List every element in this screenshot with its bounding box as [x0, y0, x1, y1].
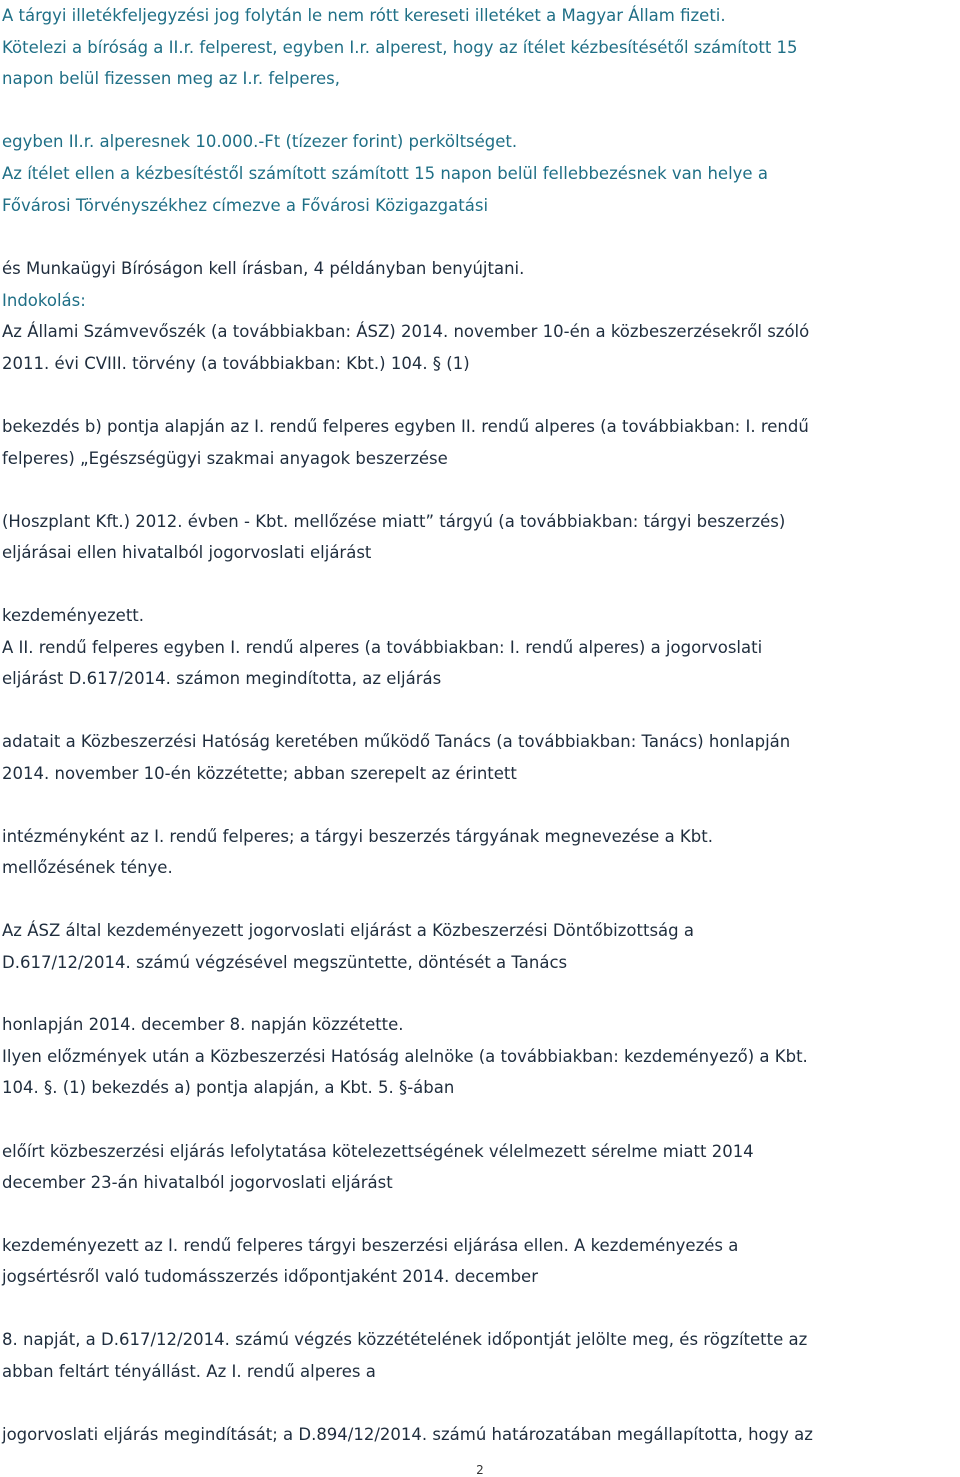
section-heading: Indokolás:: [2, 291, 86, 310]
text-line: intézményként az I. rendű felperes; a tárgyi beszerzés tárgyának megnevezése a Kbt.: [2, 827, 713, 846]
page-number: 2: [476, 1463, 484, 1477]
text-line: A tárgyi illetékfeljegyzési jog folytán le nem rótt kereseti illetéket a Magyar Állam fizeti.: [2, 6, 726, 25]
text-line: adatait a Közbeszerzési Hatóság keretében működő Tanács (a továbbiakban: Tanács) honlapján: [2, 732, 791, 751]
text-line: napon belül fizessen meg az I.r. felperes,: [2, 69, 341, 88]
text-line: 104. §. (1) bekezdés a) pontja alapján, a Kbt. 5. §-ában: [2, 1078, 455, 1097]
text-line: kezdeményezett.: [2, 606, 144, 625]
text-line: Kötelezi a bíróság a II.r. felperest, egyben I.r. alperest, hogy az ítélet kézbesítésétől számított 15: [2, 38, 798, 57]
text-line: felperes) „Egészségügyi szakmai anyagok beszerzése: [2, 449, 448, 468]
text-line: D.617/12/2014. számú végzésével megszüntette, döntését a Tanács: [2, 953, 568, 972]
text-line: Az ÁSZ által kezdeményezett jogorvoslati eljárást a Közbeszerzési Döntőbizottság a: [2, 921, 695, 940]
text-line: 2011. évi CVIII. törvény (a továbbiakban: Kbt.) 104. § (1): [2, 354, 470, 373]
text-line: Ilyen előzmények után a Közbeszerzési Hatóság alelnöke (a továbbiakban: kezdeményező) a Kbt.: [2, 1047, 808, 1066]
text-line: bekezdés b) pontja alapján az I. rendű felperes egyben II. rendű alperes (a továbbiakban: I. rendű: [2, 417, 809, 436]
text-line: egyben II.r. alperesnek 10.000.-Ft (tízezer forint) perköltséget.: [2, 132, 518, 151]
text-line: honlapján 2014. december 8. napján közzétette.: [2, 1015, 404, 1034]
text-line: előírt közbeszerzési eljárás lefolytatása kötelezettségének vélelmezett sérelme miatt 2014: [2, 1142, 754, 1161]
text-line: eljárásai ellen hivatalból jogorvoslati eljárást: [2, 543, 372, 562]
text-line: mellőzésének ténye.: [2, 858, 173, 877]
text-line: 2014. november 10-én közzétette; abban szerepelt az érintett: [2, 764, 517, 783]
text-line: kezdeményezett az I. rendű felperes tárgyi beszerzési eljárása ellen. A kezdeményezés a: [2, 1236, 739, 1255]
text-line: Fővárosi Törvényszékhez címezve a Fővárosi Közigazgatási: [2, 196, 489, 215]
text-line: A II. rendű felperes egyben I. rendű alperes (a továbbiakban: I. rendű alperes) a jogorvoslati: [2, 638, 763, 657]
text-line: jogorvoslati eljárás megindítását; a D.894/12/2014. számú határozatában megállapította, hogy az: [2, 1425, 813, 1444]
text-line: és Munkaügyi Bíróságon kell írásban, 4 példányban benyújtani.: [2, 259, 525, 278]
text-line: december 23-án hivatalból jogorvoslati eljárást: [2, 1173, 393, 1192]
text-line: Az Állami Számvevőszék (a továbbiakban: ÁSZ) 2014. november 10-én a közbeszerzésekről szóló: [2, 322, 810, 341]
text-line: jogsértésről való tudomásszerzés időpontjaként 2014. december: [2, 1267, 538, 1286]
text-line: eljárást D.617/2014. számon megindította, az eljárás: [2, 669, 442, 688]
text-line: Az ítélet ellen a kézbesítéstől számított számított 15 napon belül fellebbezésnek van helye a: [2, 164, 768, 183]
text-line: (Hoszplant Kft.) 2012. évben - Kbt. mellőzése miatt” tárgyú (a továbbiakban: tárgyi beszerzés): [2, 512, 786, 531]
text-line: 8. napját, a D.617/12/2014. számú végzés közzétételének időpontját jelölte meg, és rögzítette az: [2, 1330, 808, 1349]
text-line: abban feltárt tényállást. Az I. rendű alperes a: [2, 1362, 376, 1381]
